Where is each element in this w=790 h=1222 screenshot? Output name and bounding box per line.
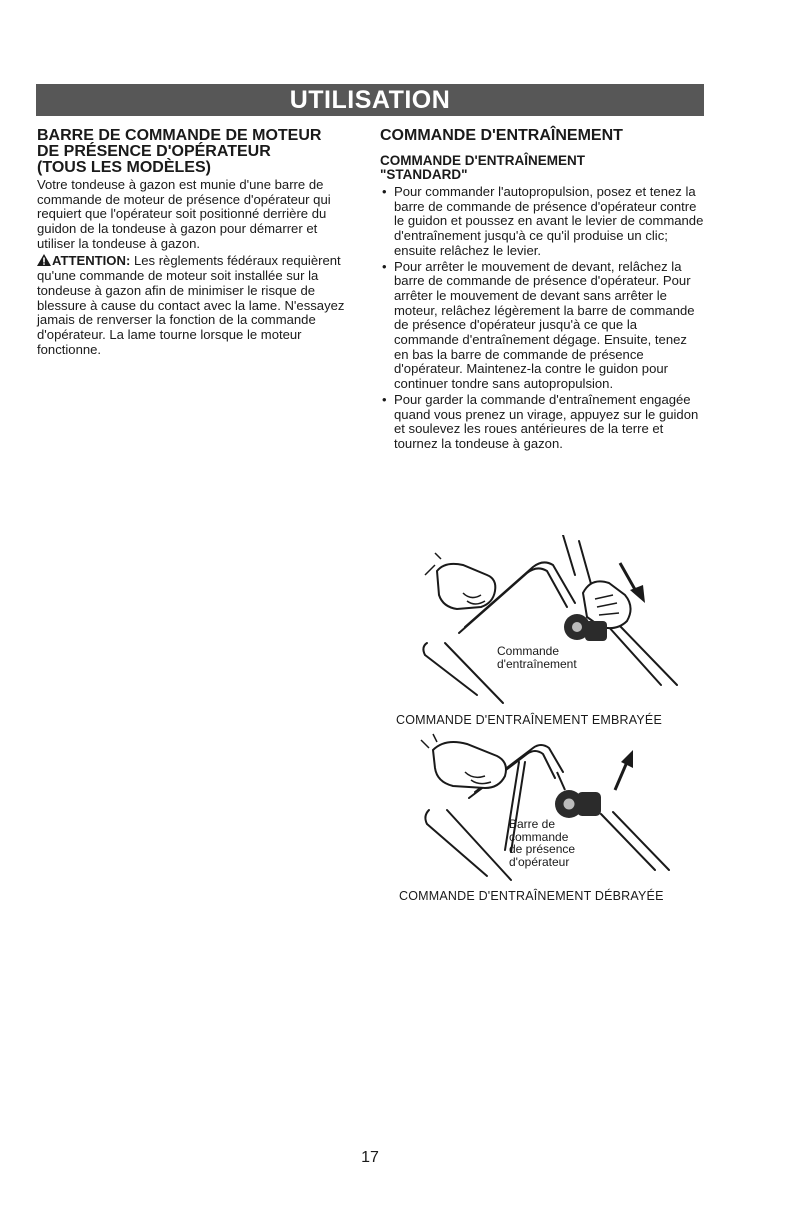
warning-paragraph	[37, 254, 353, 358]
left-heading-line: DE PRÉSENCE D'OPÉRATEUR	[37, 143, 271, 160]
subheading-line: "STANDARD"	[380, 167, 468, 182]
figure-drive-engaged	[415, 535, 705, 710]
right-subheading	[380, 154, 705, 182]
left-heading-line: BARRE DE COMMANDE DE MOTEUR	[37, 127, 322, 144]
left-hand-icon	[421, 734, 506, 788]
instruction-item: • Pour garder la commande d'entraînement engagée quand vous prenez un virage, appuyez sur le guidon et soulevez les roues antérieures de la terre et tournez la tondeuse à gazon.	[380, 393, 705, 452]
figure-caption-engaged: COMMANDE D'ENTRAÎNEMENT EMBRAYÉE	[396, 713, 662, 727]
warning-text: Les règlements fédéraux requièrent qu'une commande de moteur soit installée sur la tondeuse à gazon afin de minimiser le risque de blessure à cause du contact avec la lame. N'essayez jamais de renverser la fonction de la commande d'opérateur. La lame tourne lorsque le moteur fonctionne.	[37, 252, 345, 357]
presence-bar-callout	[509, 818, 575, 868]
instruction-list	[380, 185, 705, 452]
left-heading	[37, 128, 353, 176]
intro-paragraph: Votre tondeuse à gazon est munie d'une barre de commande de moteur de présence d'opérateur qui requiert que l'opérateur soit positionné derrière du guidon de la tondeuse à gazon pour démarrer et utiliser la tondeuse à gazon.	[37, 177, 331, 251]
section-banner	[36, 84, 704, 116]
warning-label: ATTENTION:	[52, 252, 131, 268]
figure-drive-disengaged	[415, 732, 705, 882]
arrow-up-right-icon	[615, 750, 633, 790]
mower-handle-illustration	[415, 535, 705, 710]
drive-control-callout	[497, 645, 577, 670]
callout-line: de présence	[509, 842, 576, 856]
left-column	[37, 128, 353, 357]
callout-line: Commande	[497, 644, 560, 658]
page-number: 17	[361, 1149, 379, 1166]
instruction-item: • Pour arrêter le mouvement de devant, relâchez la barre de commande de présence d'opérateur. Pour arrêter le mouvement de devant sans arrêter le moteur, relâchez légèrement la barre de commande de présence d'opérateur jusqu'à ce que la commande d'entraînement dégage. Ensuite, tenez en bas la barre de commande de présence d'opérateur. Maintenez-la contre le guidon pour continuer tondre sans autopropulsion.	[380, 260, 705, 392]
warning-triangle-icon	[37, 254, 51, 270]
subheading-line: COMMANDE D'ENTRAÎNEMENT	[380, 153, 585, 168]
callout-line: d'entraînement	[497, 656, 577, 671]
callout-line: Barre de	[509, 817, 556, 831]
right-heading: COMMANDE D'ENTRAÎNEMENT	[380, 127, 623, 144]
callout-line: commande	[509, 829, 569, 844]
right-column	[380, 128, 705, 453]
left-heading-line: (TOUS LES MODÈLES)	[37, 159, 211, 176]
instruction-item: • Pour commander l'autopropulsion, posez et tenez la barre de commande de présence d'opérateur contre le guidon et poussez en avant le levier de commande d'entraînement jusqu'à ce qu'il produise un clic; ensuite relâchez le levier.	[380, 185, 705, 259]
section-title: UTILISATION	[289, 85, 451, 114]
callout-line: d'opérateur	[509, 854, 570, 869]
left-hand-icon	[425, 553, 495, 609]
figure-caption-disengaged: COMMANDE D'ENTRAÎNEMENT DÉBRAYÉE	[399, 889, 664, 903]
drive-lever-icon	[555, 772, 601, 818]
